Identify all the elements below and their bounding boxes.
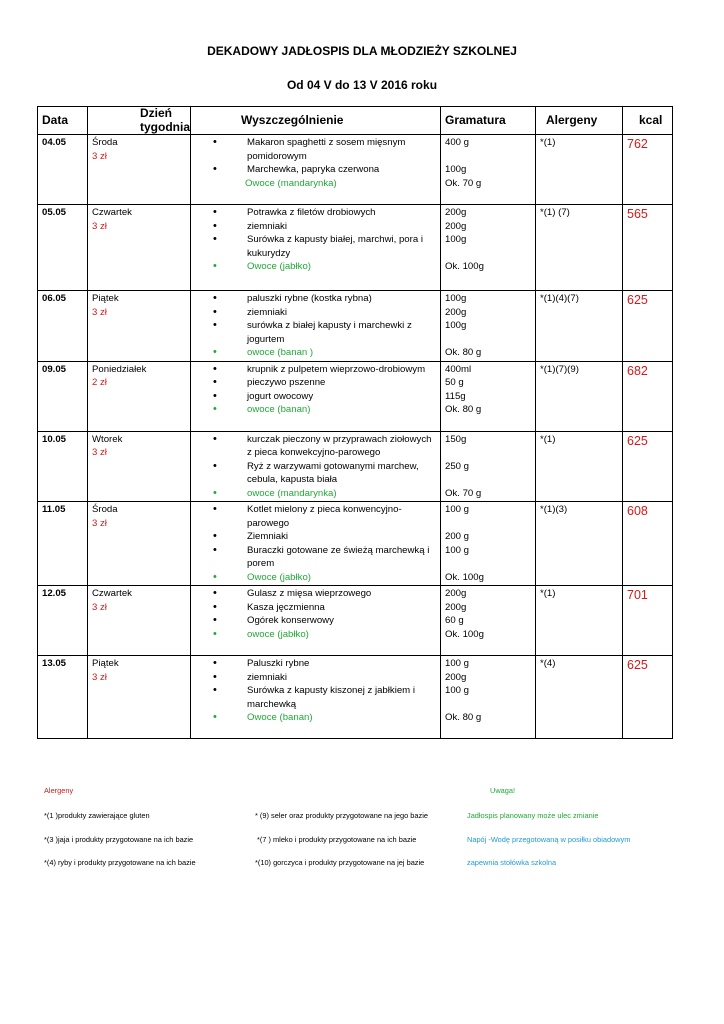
table-row <box>38 135 673 205</box>
gram-value: 100g <box>445 164 467 175</box>
row-day-cell <box>88 205 191 291</box>
row-day: Czwartek <box>92 207 132 218</box>
row-day-cell <box>88 361 191 431</box>
gram-value <box>445 557 531 571</box>
row-price: 3 zł <box>92 220 107 232</box>
menu-item-fruit: • Owoce (jabłko) <box>195 260 436 274</box>
gram-value: 200g <box>445 306 467 318</box>
gram-value: 200g <box>445 671 467 683</box>
gram-value: 100 g <box>445 544 470 556</box>
page-title: DEKADOWY JADŁOSPIS DLA MŁODZIEŻY SZKOLNEJ <box>207 44 517 58</box>
gram-value: 115g <box>445 390 466 402</box>
table-row <box>38 502 673 586</box>
gram-value: 150g <box>445 433 467 445</box>
menu-item-fruit: • owoce (banan) <box>195 403 436 417</box>
row-date: 12.05 <box>38 586 88 656</box>
gram-value: Ok. 100g <box>445 628 484 640</box>
row-allergens: *(1) <box>536 431 623 502</box>
items-list <box>195 363 436 417</box>
row-date: 05.05 <box>38 205 88 291</box>
row-gram-cell <box>441 291 536 362</box>
gram-value: 400ml <box>445 363 472 375</box>
menu-item: • Gulasz z mięsa wieprzowego <box>195 587 436 601</box>
row-day: Wtorek <box>92 433 123 445</box>
items-list <box>195 503 436 584</box>
row-day: Czwartek <box>92 588 132 599</box>
gram-value: 100g <box>445 234 467 245</box>
gram-value: 400 g <box>445 137 470 148</box>
row-date: 09.05 <box>38 361 88 431</box>
row-date: 04.05 <box>38 135 88 205</box>
gram-value: 100 g <box>445 685 470 696</box>
row-gram-cell <box>441 586 536 656</box>
row-day: Środa <box>92 137 118 148</box>
gram-value: 50 g <box>445 377 464 388</box>
row-allergens: *(1)(4)(7) <box>536 291 623 362</box>
row-date: 11.05 <box>38 502 88 586</box>
row-allergens: *(4) <box>536 656 623 739</box>
row-price: 3 zł <box>92 447 107 458</box>
items-list <box>195 587 436 641</box>
gram-value: 200g <box>445 588 467 599</box>
gram-value: Ok. 100g <box>445 571 484 583</box>
gram-value: 200 g <box>445 531 470 542</box>
items-list <box>195 136 436 190</box>
row-date: 06.05 <box>38 291 88 362</box>
gram-value: 200g <box>445 220 467 232</box>
gram-value: Ok. 100g <box>445 261 484 272</box>
row-price: 3 zł <box>92 306 107 318</box>
menu-item-fruit: Owoce (mandarynka) <box>245 177 337 189</box>
menu-item: • surówka z białej kapusty i marchewki z jogurtem <box>195 319 436 346</box>
gram-value: 100g <box>445 320 467 331</box>
table-row <box>38 656 673 739</box>
gram-value: 100g <box>445 293 467 304</box>
row-day-cell <box>88 586 191 656</box>
row-items-cell <box>191 205 441 291</box>
items-list <box>195 657 436 725</box>
menu-body <box>38 135 673 739</box>
menu-item: • ziemniaki <box>195 306 436 320</box>
row-price: 3 zł <box>92 671 107 683</box>
menu-item: • ziemniaki <box>195 671 436 685</box>
row-day-cell <box>88 291 191 362</box>
menu-item: • Ziemniaki <box>195 530 436 544</box>
gram-value: Ok. 80 g <box>445 712 482 723</box>
row-kcal: 701 <box>623 586 673 656</box>
menu-item: • kurczak pieczony w przyprawach ziołowych z pieca konwekcyjno-parowego <box>195 433 436 460</box>
row-gram-cell <box>441 656 536 739</box>
menu-item: • Buraczki gotowane ze świeżą marchewką i porem <box>195 544 436 571</box>
footer-allergens-label: Alergeny <box>44 786 74 795</box>
row-day-cell <box>88 656 191 739</box>
table-header-row <box>38 107 673 135</box>
menu-item: • Kasza jęczmienna <box>195 601 436 615</box>
row-date: 10.05 <box>38 431 88 502</box>
row-items-cell <box>191 431 441 502</box>
gram-value: 100 g <box>445 658 470 669</box>
menu-item: • Ryż z warzywami gotowanymi marchew, cebula, kapusta biała <box>195 460 436 487</box>
header-items: Wyszczególnienie <box>191 107 441 135</box>
table-row <box>38 361 673 431</box>
row-allergens: *(1) (7) <box>536 205 623 291</box>
row-date: 13.05 <box>38 656 88 739</box>
row-day: Piątek <box>92 293 119 304</box>
gram-value <box>445 473 531 487</box>
row-gram-cell <box>441 431 536 502</box>
menu-item: • Potrawka z filetów drobiowych <box>195 206 436 220</box>
page-subtitle: Od 04 V do 13 V 2016 roku <box>286 78 438 92</box>
gram-value: 200g <box>445 601 467 613</box>
items-list <box>195 292 436 360</box>
row-kcal: 608 <box>623 502 673 586</box>
menu-item: • pieczywo pszenne <box>195 376 436 390</box>
menu-item: • ziemniaki <box>195 220 436 234</box>
gram-value: Ok. 70 g <box>445 177 482 189</box>
menu-item-fruit: • Owoce (banan) <box>195 711 436 725</box>
table-row <box>38 205 673 291</box>
row-items-cell <box>191 502 441 586</box>
footer-note-label: Uwaga! <box>490 786 516 795</box>
menu-item: • Surówka z kapusty białej, marchwi, pora i kukurydzy <box>195 233 436 260</box>
row-gram-cell <box>441 135 536 205</box>
row-price: 2 zł <box>92 377 107 388</box>
table-row <box>38 291 673 362</box>
items-list <box>195 206 436 274</box>
row-gram-cell <box>441 361 536 431</box>
menu-item: • jogurt owocowy <box>195 390 436 404</box>
footer-allergen-3: *(3 )jaja i produkty przygotowane na ich bazie <box>44 835 194 844</box>
row-kcal: 682 <box>623 361 673 431</box>
items-list <box>195 433 436 501</box>
menu-item: • krupnik z pulpetem wieprzowo-drobiowym <box>195 363 436 377</box>
row-day: Poniedziałek <box>92 363 147 375</box>
row-day: Środa <box>92 504 118 515</box>
gram-value: Ok. 80 g <box>445 347 482 358</box>
row-allergens: *(1)(7)(9) <box>536 361 623 431</box>
menu-item: • Paluszki rybne <box>195 657 436 671</box>
menu-item-fruit: • owoce (banan ) <box>195 346 436 360</box>
header-kcal: kcal <box>623 107 673 135</box>
row-day-cell <box>88 135 191 205</box>
row-day-cell <box>88 431 191 502</box>
row-gram-cell <box>441 502 536 586</box>
gram-value: 60 g <box>445 615 464 626</box>
footer-allergen-10: *(10) gorczyca i produkty przygotowane na jej bazie <box>255 858 425 867</box>
gram-value: 200g <box>445 207 467 218</box>
gram-value <box>445 333 531 347</box>
gram-value <box>445 150 531 164</box>
footer-note-1: Jadłospis planowany może ulec zmianie <box>467 811 599 820</box>
menu-item-fruit: • owoce (jabłko) <box>195 628 436 642</box>
row-items-cell <box>191 586 441 656</box>
row-allergens: *(1) <box>536 135 623 205</box>
footer-note-2: Napój -Wodę przegotowaną w posiłku obiadowym <box>467 835 631 844</box>
row-items-cell <box>191 135 441 205</box>
row-items-cell <box>191 361 441 431</box>
row-kcal: 625 <box>623 291 673 362</box>
gram-value <box>445 446 531 460</box>
footer-allergen-7: *(7 ) mleko i produkty przygotowane na ich bazie <box>257 835 417 844</box>
menu-item-fruit: • owoce (mandarynka) <box>195 487 436 501</box>
gram-value: 250 g <box>445 460 470 472</box>
footer-allergen-4: *(4) ryby i produkty przygotowane na ich bazie <box>44 858 196 867</box>
row-day: Piątek <box>92 658 119 669</box>
menu-item: • Marchewka, papryka czerwona <box>195 163 436 177</box>
gram-value: 100 g <box>445 504 470 515</box>
gram-value: Ok. 80 g <box>445 404 482 415</box>
footer-allergen-9: * (9) seler oraz produkty przygotowane na jego bazie <box>255 811 428 820</box>
menu-table <box>37 106 673 739</box>
row-kcal: 762 <box>623 135 673 205</box>
row-kcal: 625 <box>623 431 673 502</box>
gram-value <box>445 517 531 531</box>
header-day: Dzień tygodnia <box>88 107 191 135</box>
row-price: 3 zł <box>92 150 107 162</box>
row-gram-cell <box>441 205 536 291</box>
row-allergens: *(1) <box>536 586 623 656</box>
row-kcal: 565 <box>623 205 673 291</box>
menu-item: • Kotlet mielony z pieca konwencyjno-parowego <box>195 503 436 530</box>
menu-item: • paluszki rybne (kostka rybna) <box>195 292 436 306</box>
menu-item: • Surówka z kapusty kiszonej z jabłkiem i marchewką <box>195 684 436 711</box>
gram-value: Ok. 70 g <box>445 487 482 499</box>
footer-allergen-1: *(1 )produkty zawierające gluten <box>44 811 150 820</box>
header-date: Data <box>38 107 88 135</box>
row-items-cell <box>191 291 441 362</box>
row-day-cell <box>88 502 191 586</box>
row-kcal: 625 <box>623 656 673 739</box>
table-row <box>38 431 673 502</box>
footer-note-3: zapewnia stołówka szkolna <box>467 858 557 867</box>
header-gram: Gramatura <box>441 107 536 135</box>
gram-value <box>445 698 531 712</box>
row-price: 3 zł <box>92 517 107 529</box>
header-allergens: Alergeny <box>536 107 623 135</box>
table-row <box>38 586 673 656</box>
menu-item-fruit: • Owoce (jabłko) <box>195 571 436 585</box>
menu-item: • Ogórek konserwowy <box>195 614 436 628</box>
menu-item: • Makaron spaghetti z sosem mięsnym pomidorowym <box>195 136 436 163</box>
row-items-cell <box>191 656 441 739</box>
gram-value <box>445 247 531 261</box>
row-price: 3 zł <box>92 601 107 613</box>
row-allergens: *(1)(3) <box>536 502 623 586</box>
